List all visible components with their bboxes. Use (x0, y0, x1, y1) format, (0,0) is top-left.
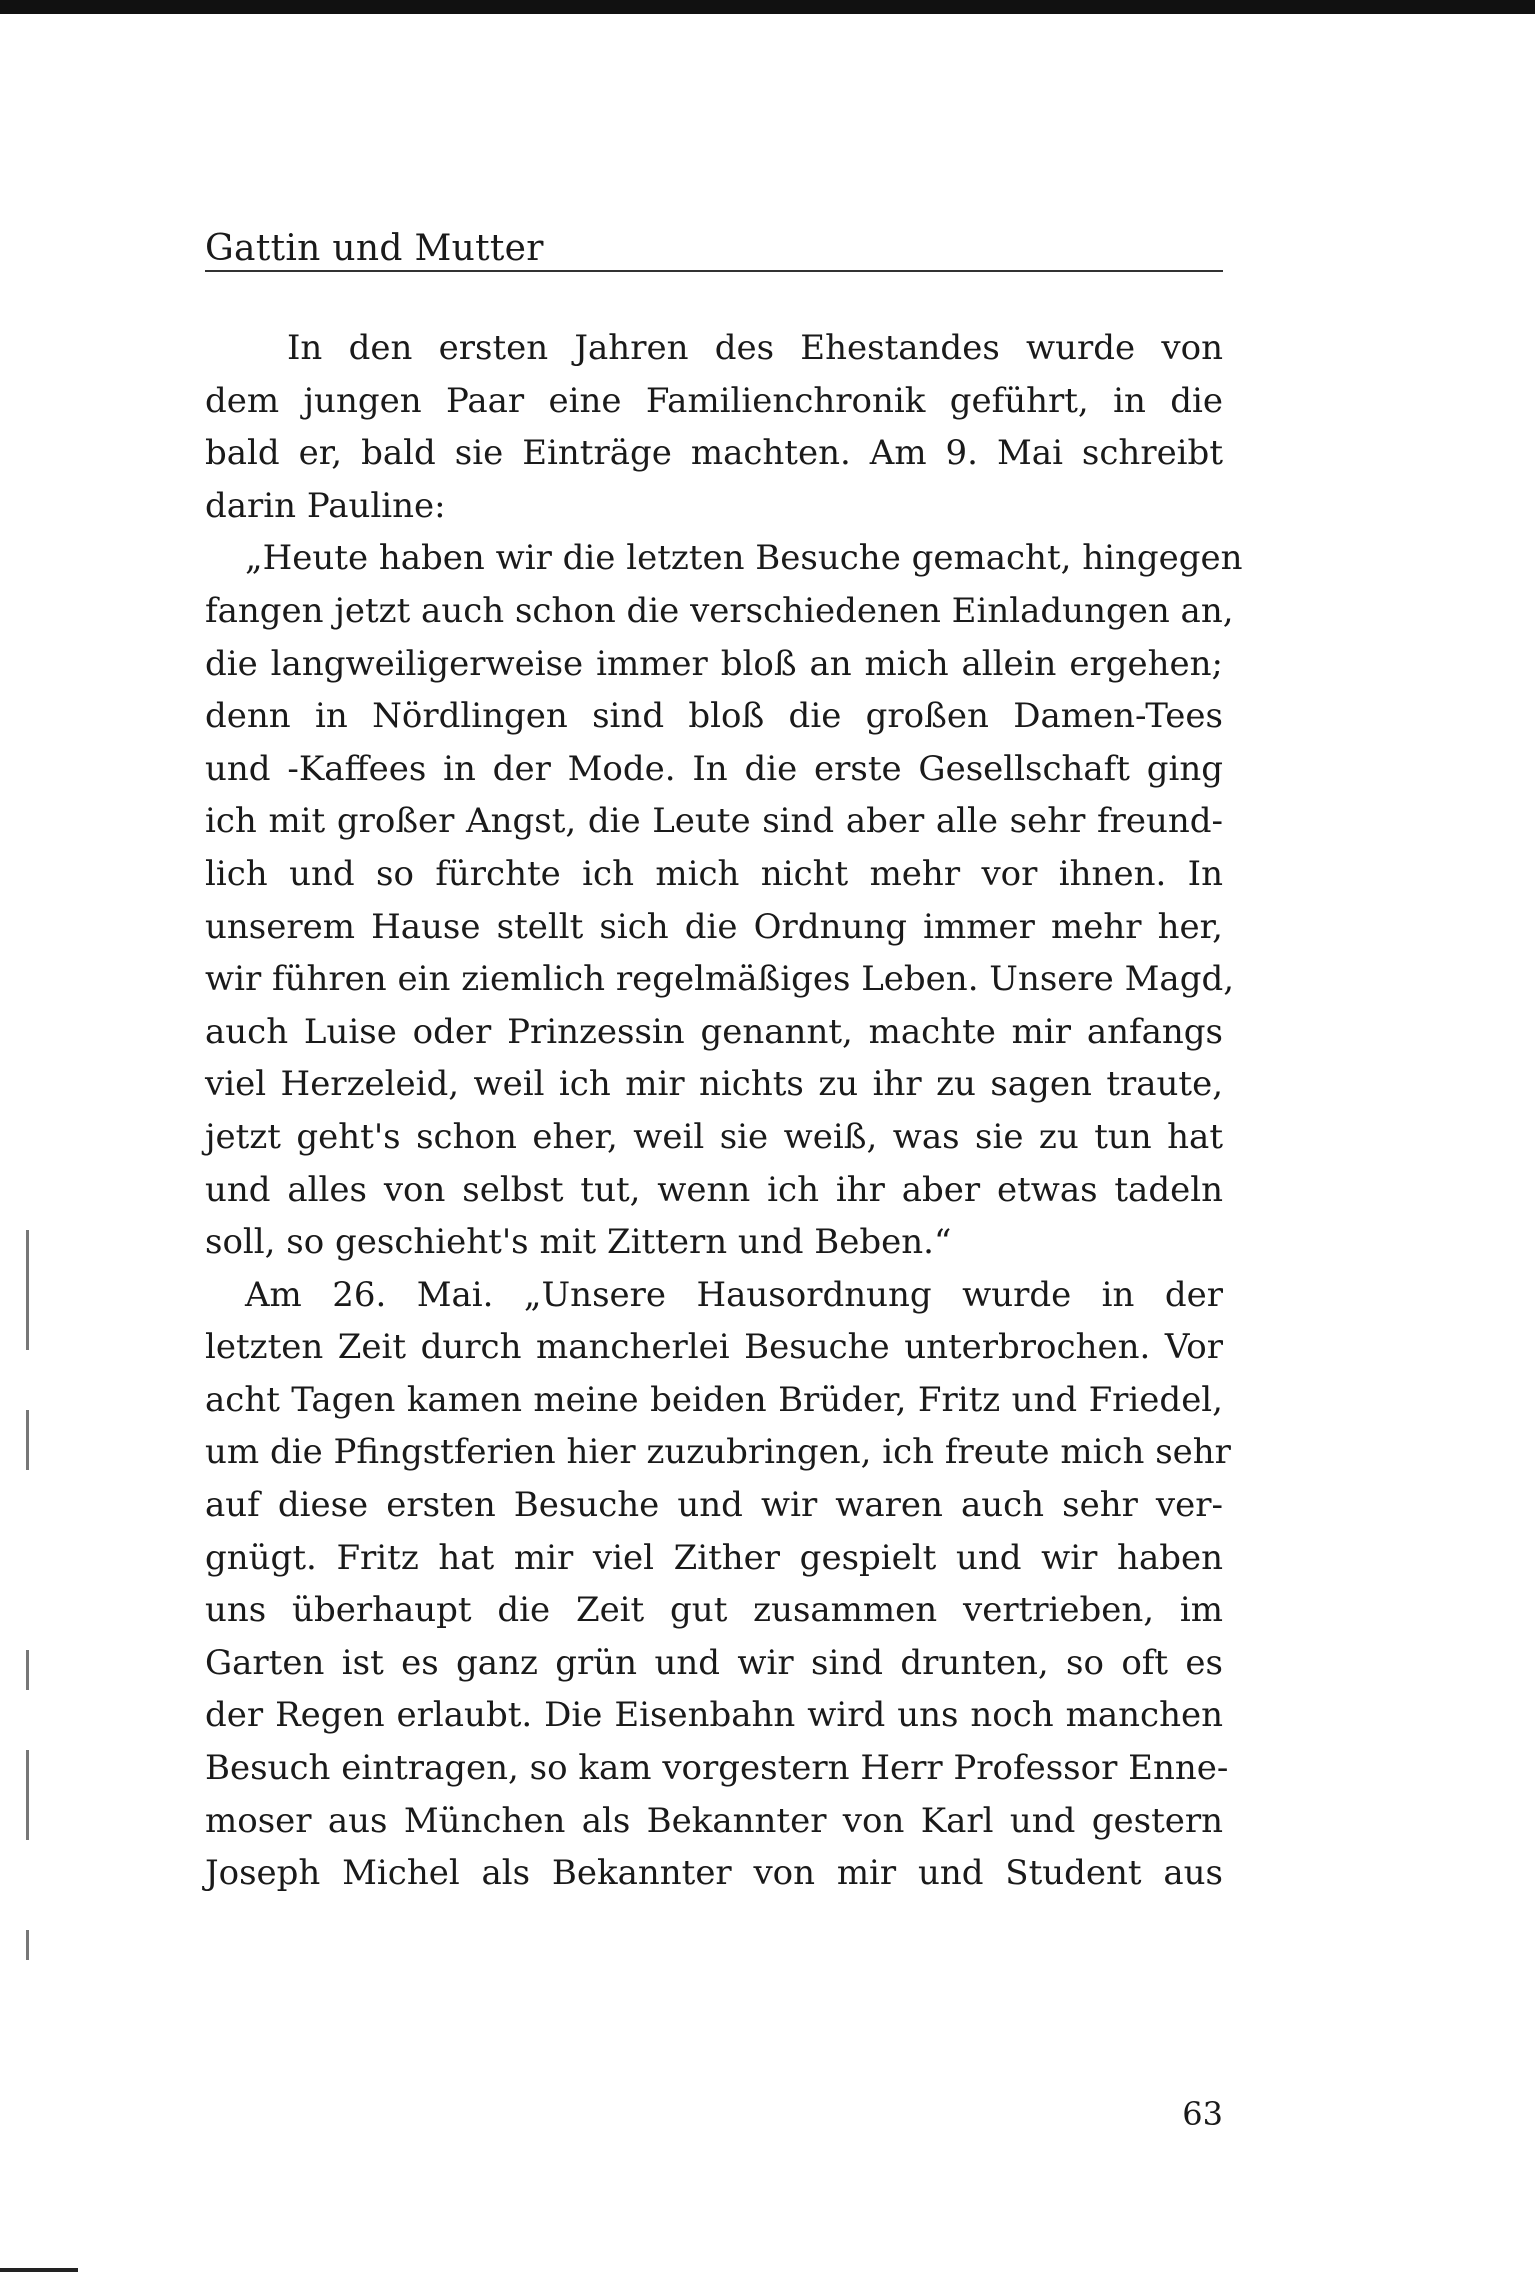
text-line: uns überhaupt die Zeit gut zusammen vertrieben, im (205, 1590, 1223, 1631)
scan-bottom-mark (0, 2268, 78, 2272)
text-line: letzten Zeit durch mancherlei Besuche unterbrochen. Vor (205, 1327, 1223, 1368)
text-line: denn in Nördlingen sind bloß die großen Damen-Tees (205, 696, 1223, 737)
text-line: auch Luise oder Prinzessin genannt, machte mir anfangs (205, 1011, 1223, 1052)
text-line: der Regen erlaubt. Die Eisenbahn wird uns noch manchen (205, 1695, 1223, 1736)
text-line: acht Tagen kamen meine beiden Brüder, Fritz und Friedel, (205, 1379, 1223, 1420)
text-line: moser aus München als Bekannter von Karl und gestern (205, 1800, 1223, 1841)
page-top-edge (0, 0, 1535, 14)
text-line: darin Pauline: (205, 485, 446, 526)
text-line: In den ersten Jahren des Ehestandes wurde von (287, 328, 1223, 368)
text-line: gnügt. Fritz hat mir viel Zither gespielt und wir haben (205, 1537, 1223, 1578)
text-line: fangen jetzt auch schon die verschiedenen Einladungen an, (205, 590, 1234, 631)
text-line: Besuch eintragen, so kam vorgestern Herr Professor Enne- (205, 1748, 1229, 1789)
text-line: jetzt geht's schon eher, weil sie weiß, was sie zu tun hat (205, 1116, 1223, 1157)
text-line: um die Pfingstferien hier zuzubringen, ich freute mich sehr (205, 1432, 1231, 1473)
text-line: und -Kaffees in der Mode. In die erste Gesellschaft ging (205, 748, 1223, 789)
scan-edge-marks (26, 1230, 32, 1990)
book-page (205, 210, 1243, 2160)
text-line: Am 26. Mai. „Unsere Hausordnung wurde in der (245, 1274, 1223, 1315)
text-line: Garten ist es ganz grün und wir sind drunten, so oft es (205, 1642, 1223, 1683)
text-line: soll, so geschieht's mit Zittern und Beben.“ (205, 1222, 952, 1263)
text-line: wir führen ein ziemlich regelmäßiges Leben. Unsere Magd, (205, 959, 1235, 1000)
text-line: viel Herzeleid, weil ich mir nichts zu ihr zu sagen traute, (205, 1064, 1223, 1105)
text-line: dem jungen Paar eine Familienchronik geführt, in die (205, 380, 1223, 421)
text-line: bald er, bald sie Einträge machten. Am 9. Mai schreibt (205, 433, 1223, 474)
text-line: „Heute haben wir die letzten Besuche gemacht, hingegen (245, 538, 1243, 579)
text-line: unserem Hause stellt sich die Ordnung immer mehr her, (205, 906, 1223, 947)
text-line: lich und so fürchte ich mich nicht mehr vor ihnen. In (205, 853, 1223, 894)
text-line: die langweiligerweise immer bloß an mich allein ergehen; (205, 643, 1223, 684)
text-line: und alles von selbst tut, wenn ich ihr aber etwas tadeln (205, 1169, 1223, 1210)
page-number: 63 (1182, 2095, 1223, 2133)
running-head: Gattin und Mutter (205, 228, 544, 269)
body-text (205, 322, 1243, 1900)
text-line: ich mit großer Angst, die Leute sind aber alle sehr freund- (205, 801, 1223, 842)
text-line: Joseph Michel als Bekannter von mir und Student aus (205, 1853, 1223, 1894)
text-line: auf diese ersten Besuche und wir waren auch sehr ver- (205, 1485, 1223, 1526)
header-rule (205, 270, 1223, 272)
